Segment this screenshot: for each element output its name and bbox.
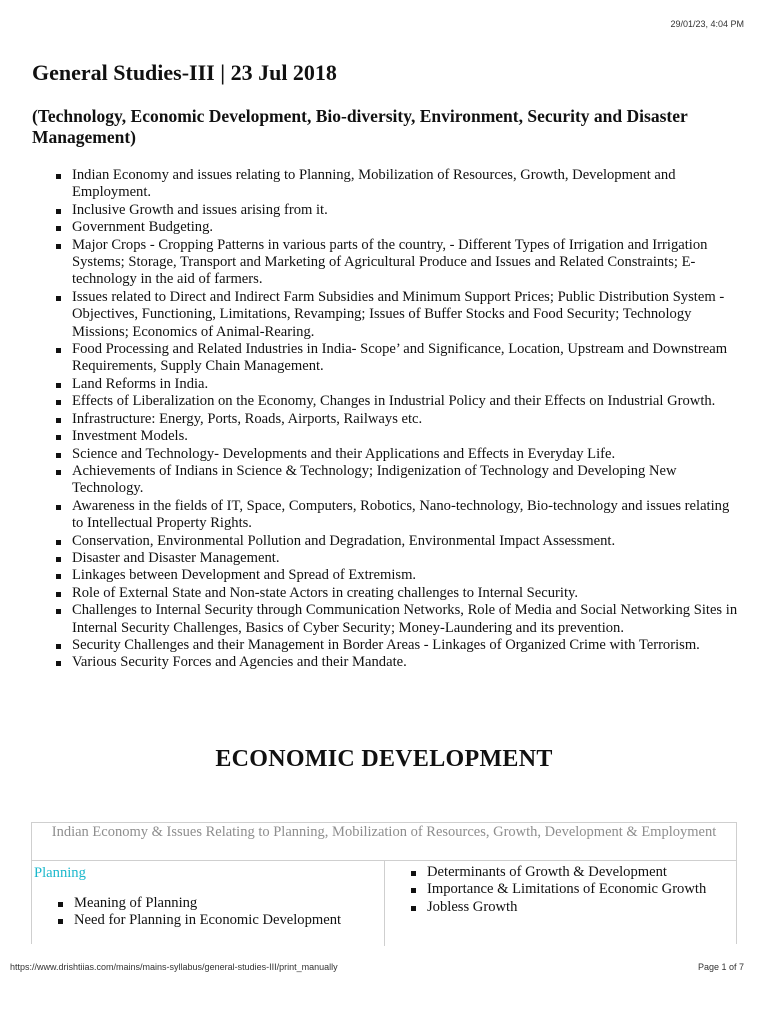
syllabus-item: [54, 550, 744, 567]
planning-link[interactable]: Planning: [34, 865, 86, 881]
bullet-icon: [56, 574, 61, 579]
growth-topic: [409, 899, 736, 916]
bullet-icon: [56, 540, 61, 545]
syllabus-item: [54, 446, 744, 463]
syllabus-item: [54, 602, 744, 637]
syllabus-item: [54, 341, 744, 376]
bullet-icon: [56, 244, 61, 249]
growth-topic: [409, 864, 736, 881]
syllabus-item: [54, 202, 744, 219]
syllabus-item: [54, 289, 744, 341]
table-right-cell: [385, 861, 736, 946]
bullet-icon: [56, 661, 61, 666]
bullet-icon: [56, 383, 61, 388]
syllabus-item-text: Indian Economy and issues relating to Planning, Mobilization of Resources, Growth, Development and Employment.: [72, 167, 676, 201]
planning-topic: [56, 895, 384, 912]
syllabus-item: [54, 567, 744, 584]
syllabus-item: [54, 498, 744, 533]
syllabus-item-text: Government Budgeting.: [72, 219, 214, 236]
growth-topics-list: [409, 864, 736, 916]
footer-url: https://www.drishtiias.com/mains/mains-syllabus/general-studies-III/print_manually: [10, 962, 338, 972]
syllabus-table: [31, 822, 737, 944]
syllabus-item: [54, 219, 744, 236]
syllabus-item: [54, 533, 744, 550]
print-datetime: 29/01/23, 4:04 PM: [670, 19, 744, 29]
syllabus-item-text: Disaster and Disaster Management.: [72, 549, 280, 566]
syllabus-item-text: Challenges to Internal Security through Communication Networks, Role of Media and Social Networking Sites in Internal Security Challenges, Basics of Cyber Security; Money-Laundering and its prevention.: [72, 602, 738, 636]
syllabus-item-text: Land Reforms in India.: [72, 375, 209, 392]
syllabus-item: [54, 393, 744, 410]
planning-topic: [56, 912, 384, 929]
syllabus-item-text: Issues related to Direct and Indirect Farm Subsidies and Minimum Support Prices; Public Distribution System - Objectives, Functioning, Limitations, Revamping; Issues of Buffer Stocks and Food Security; Technology Missions; Economics of Animal-Rearing.: [72, 288, 725, 340]
syllabus-item-text: Major Crops - Cropping Patterns in various parts of the country, - Different Types of Irrigation and Irrigation Systems; Storage, Transport and Marketing of Agricultural Produce and Issues and Related Constraints; E-technology in the aid of farmers.: [72, 236, 708, 288]
bullet-icon: [56, 609, 61, 614]
syllabus-item-text: Investment Models.: [72, 428, 188, 445]
page-title: General Studies-III | 23 Jul 2018: [32, 60, 337, 85]
syllabus-item: [54, 411, 744, 428]
table-header: Indian Economy & Issues Relating to Planning, Mobilization of Resources, Growth, Development & Employment: [32, 823, 736, 861]
syllabus-item: [54, 428, 744, 445]
planning-topic-text: Need for Planning in Economic Development: [74, 912, 342, 929]
syllabus-item-text: Awareness in the fields of IT, Space, Computers, Robotics, Nano-technology, Bio-technology and issues relating to Intellectual Property Rights.: [72, 497, 730, 532]
syllabus-item-text: Role of External State and Non-state Actors in creating challenges to Internal Security.: [72, 584, 579, 601]
syllabus-item-text: Science and Technology- Developments and their Applications and Effects in Everyday Life.: [72, 445, 616, 462]
bullet-icon: [56, 418, 61, 423]
bullet-icon: [58, 919, 63, 924]
planning-topics-list: [56, 895, 384, 930]
bullet-icon: [411, 906, 416, 911]
syllabus-item-text: Food Processing and Related Industries in India- Scope’ and Significance, Location, Upstream and Downstream Requirements, Supply Chain Management.: [72, 341, 728, 375]
syllabus-item: [54, 376, 744, 393]
bullet-icon: [56, 592, 61, 597]
bullet-icon: [56, 505, 61, 510]
bullet-icon: [56, 296, 61, 301]
table-left-cell: [32, 861, 385, 946]
syllabus-item-text: Various Security Forces and Agencies and their Mandate.: [72, 654, 407, 671]
syllabus-item-text: Effects of Liberalization on the Economy, Changes in Industrial Policy and their Effects on Industrial Growth.: [72, 393, 716, 410]
syllabus-item: [54, 237, 744, 289]
growth-topic-text: Determinants of Growth & Development: [427, 864, 667, 880]
syllabus-item: [54, 167, 744, 202]
footer-page-number: Page 1 of 7: [697, 962, 744, 972]
syllabus-item-text: Conservation, Environmental Pollution and Degradation, Environmental Impact Assessment.: [72, 532, 616, 549]
syllabus-item-text: Inclusive Growth and issues arising from it.: [72, 201, 328, 218]
syllabus-item: [54, 585, 744, 602]
bullet-icon: [56, 644, 61, 649]
bullet-icon: [56, 435, 61, 440]
syllabus-item-text: Infrastructure: Energy, Ports, Roads, Airports, Railways etc.: [72, 410, 423, 427]
bullet-icon: [56, 209, 61, 214]
syllabus-item-text: Security Challenges and their Management in Border Areas - Linkages of Organized Crime with Terrorism.: [72, 636, 700, 653]
bullet-icon: [56, 470, 61, 475]
section-heading: ECONOMIC DEVELOPMENT: [215, 746, 553, 772]
bullet-icon: [56, 400, 61, 405]
bullet-icon: [56, 348, 61, 353]
bullet-icon: [56, 226, 61, 231]
syllabus-item: [54, 637, 744, 654]
syllabus-item-text: Achievements of Indians in Science & Technology; Indigenization of Technology and Developing New Technology.: [72, 462, 677, 497]
bullet-icon: [56, 174, 61, 179]
growth-topic-text: Importance & Limitations of Economic Growth: [427, 881, 707, 898]
growth-topic: [409, 881, 736, 898]
bullet-icon: [58, 902, 63, 907]
syllabus-item-text: Linkages between Development and Spread of Extremism.: [72, 567, 417, 584]
bullet-icon: [411, 871, 416, 876]
growth-topic-text: Jobless Growth: [427, 898, 518, 915]
syllabus-list: [54, 167, 744, 672]
table-body: [32, 861, 736, 946]
syllabus-item: [54, 463, 744, 498]
syllabus-item: [54, 654, 744, 671]
bullet-icon: [411, 888, 416, 893]
page-subtitle: (Technology, Economic Development, Bio-diversity, Environment, Security and Disaster Management): [32, 106, 688, 147]
planning-topic-text: Meaning of Planning: [74, 895, 198, 911]
bullet-icon: [56, 557, 61, 562]
bullet-icon: [56, 453, 61, 458]
